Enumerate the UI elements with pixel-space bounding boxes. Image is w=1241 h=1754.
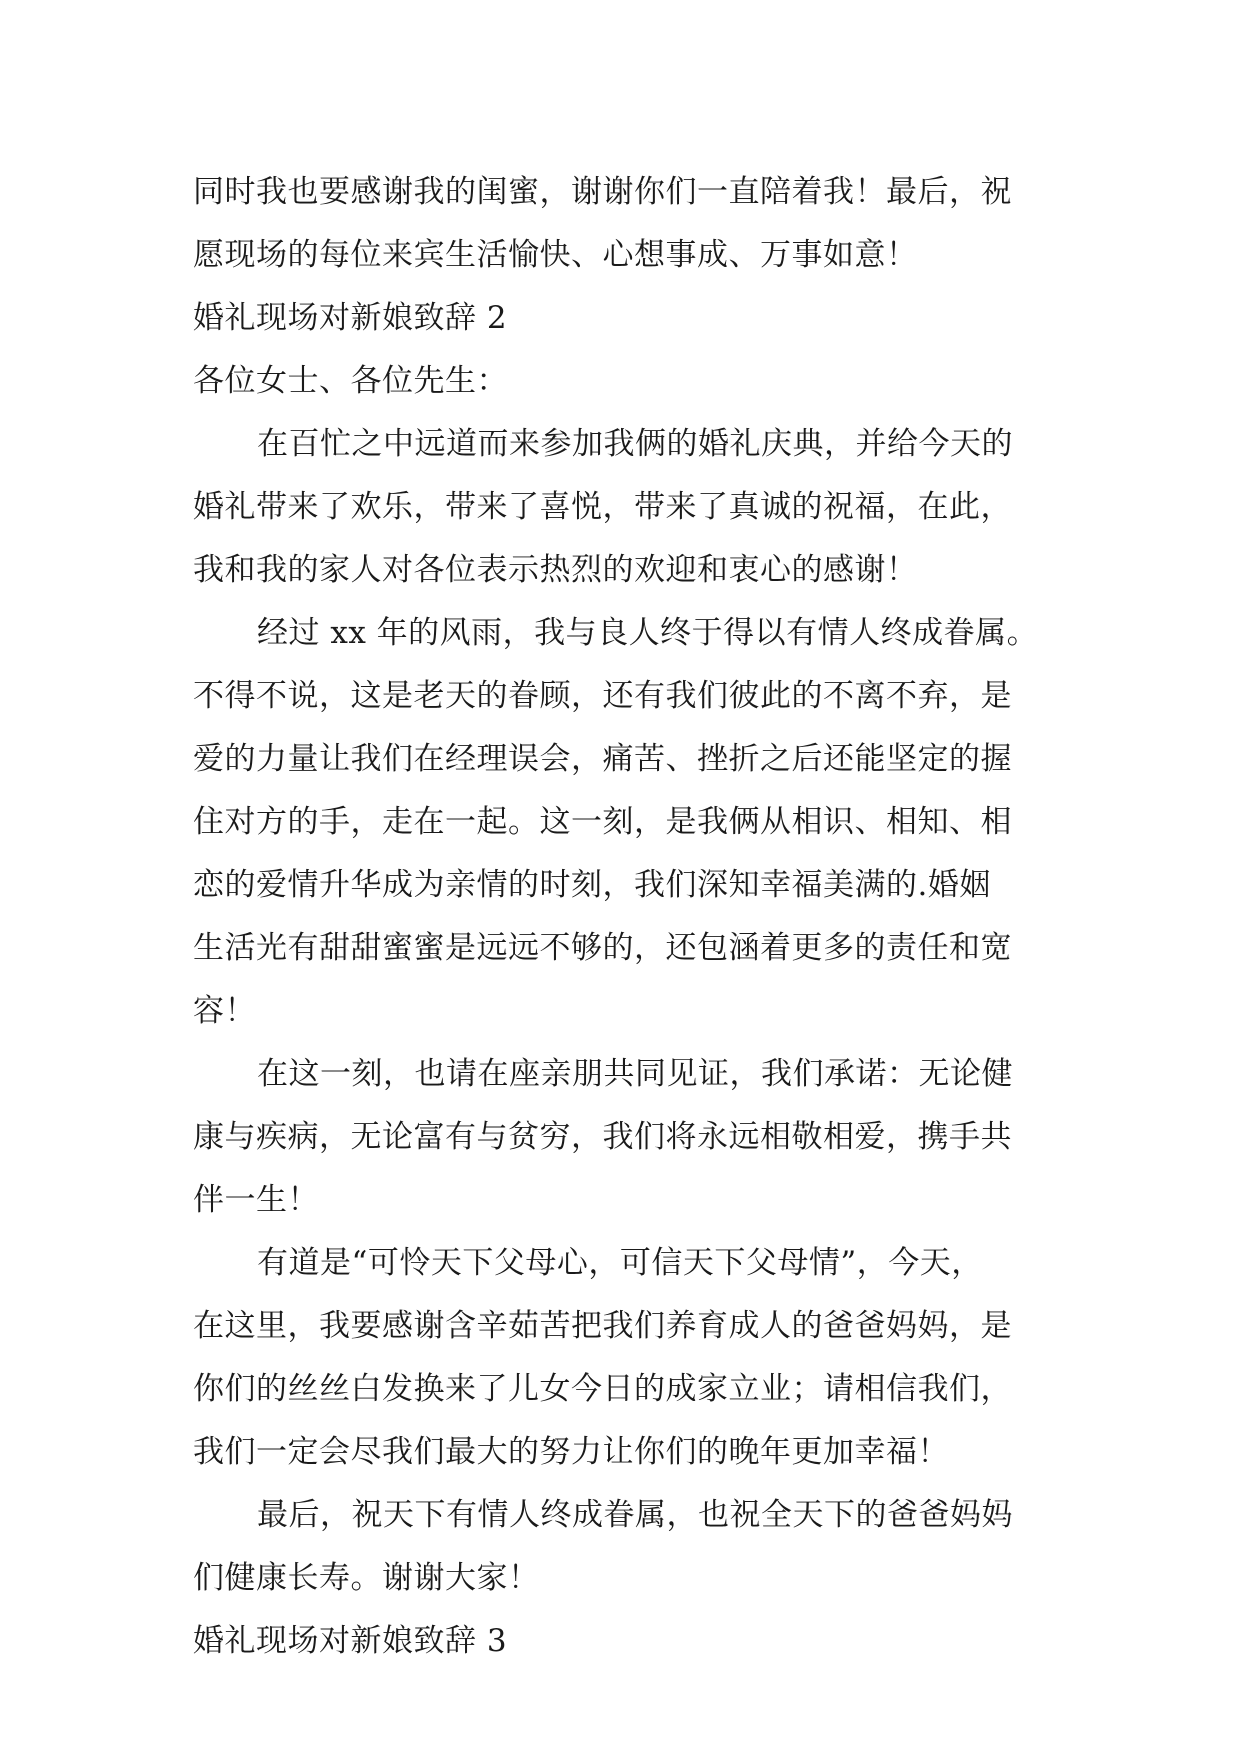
text-line: 婚礼带来了欢乐，带来了喜悦，带来了真诚的祝福，在此， bbox=[193, 489, 1012, 525]
text-line: 不得不说，这是老天的眷顾，还有我们彼此的不离不弃，是 bbox=[193, 678, 1012, 714]
text-line: 生活光有甜甜蜜蜜是远远不够的，还包涵着更多的责任和宽 bbox=[193, 930, 1012, 966]
section-heading: 婚礼现场对新娘致辞 3 bbox=[193, 1623, 508, 1659]
salutation: 各位女士、各位先生： bbox=[193, 363, 508, 399]
text-line: 爱的力量让我们在经理误会，痛苦、挫折之后还能坚定的握 bbox=[193, 741, 1012, 777]
text-line: 伴一生！ bbox=[193, 1182, 319, 1218]
text-line: 我们一定会尽我们最大的努力让你们的晚年更加幸福！ bbox=[193, 1434, 949, 1470]
paragraph-first-line: 经过 xx 年的风雨，我与良人终于得以有情人终成眷属。 bbox=[257, 615, 1039, 651]
text-line: 恋的爱情升华成为亲情的时刻，我们深知幸福美满的.婚姻 bbox=[193, 867, 991, 903]
paragraph-first-line: 最后，祝天下有情人终成眷属，也祝全天下的爸爸妈妈 bbox=[257, 1497, 1013, 1533]
section-heading: 婚礼现场对新娘致辞 2 bbox=[193, 300, 508, 336]
text-line: 愿现场的每位来宾生活愉快、心想事成、万事如意！ bbox=[193, 237, 918, 273]
paragraph-first-line: 有道是“可怜天下父母心，可信天下父母情”，今天， bbox=[257, 1245, 983, 1281]
text-line: 们健康长寿。谢谢大家！ bbox=[193, 1560, 540, 1596]
document-body bbox=[193, 161, 1053, 1673]
paragraph-first-line: 在百忙之中远道而来参加我俩的婚礼庆典，并给今天的 bbox=[257, 426, 1013, 462]
text-line: 同时我也要感谢我的闺蜜，谢谢你们一直陪着我！最后，祝 bbox=[193, 174, 1012, 210]
text-line: 住对方的手，走在一起。这一刻，是我俩从相识、相知、相 bbox=[193, 804, 1012, 840]
text-line: 在这里，我要感谢含辛茹苦把我们养育成人的爸爸妈妈，是 bbox=[193, 1308, 1012, 1344]
text-line: 你们的丝丝白发换来了儿女今日的成家立业；请相信我们， bbox=[193, 1371, 1012, 1407]
text-line: 康与疾病，无论富有与贫穷，我们将永远相敬相爱，携手共 bbox=[193, 1119, 1012, 1155]
text-line: 容！ bbox=[193, 993, 256, 1029]
paragraph-first-line: 在这一刻，也请在座亲朋共同见证，我们承诺：无论健 bbox=[257, 1056, 1013, 1092]
text-line: 我和我的家人对各位表示热烈的欢迎和衷心的感谢！ bbox=[193, 552, 918, 588]
